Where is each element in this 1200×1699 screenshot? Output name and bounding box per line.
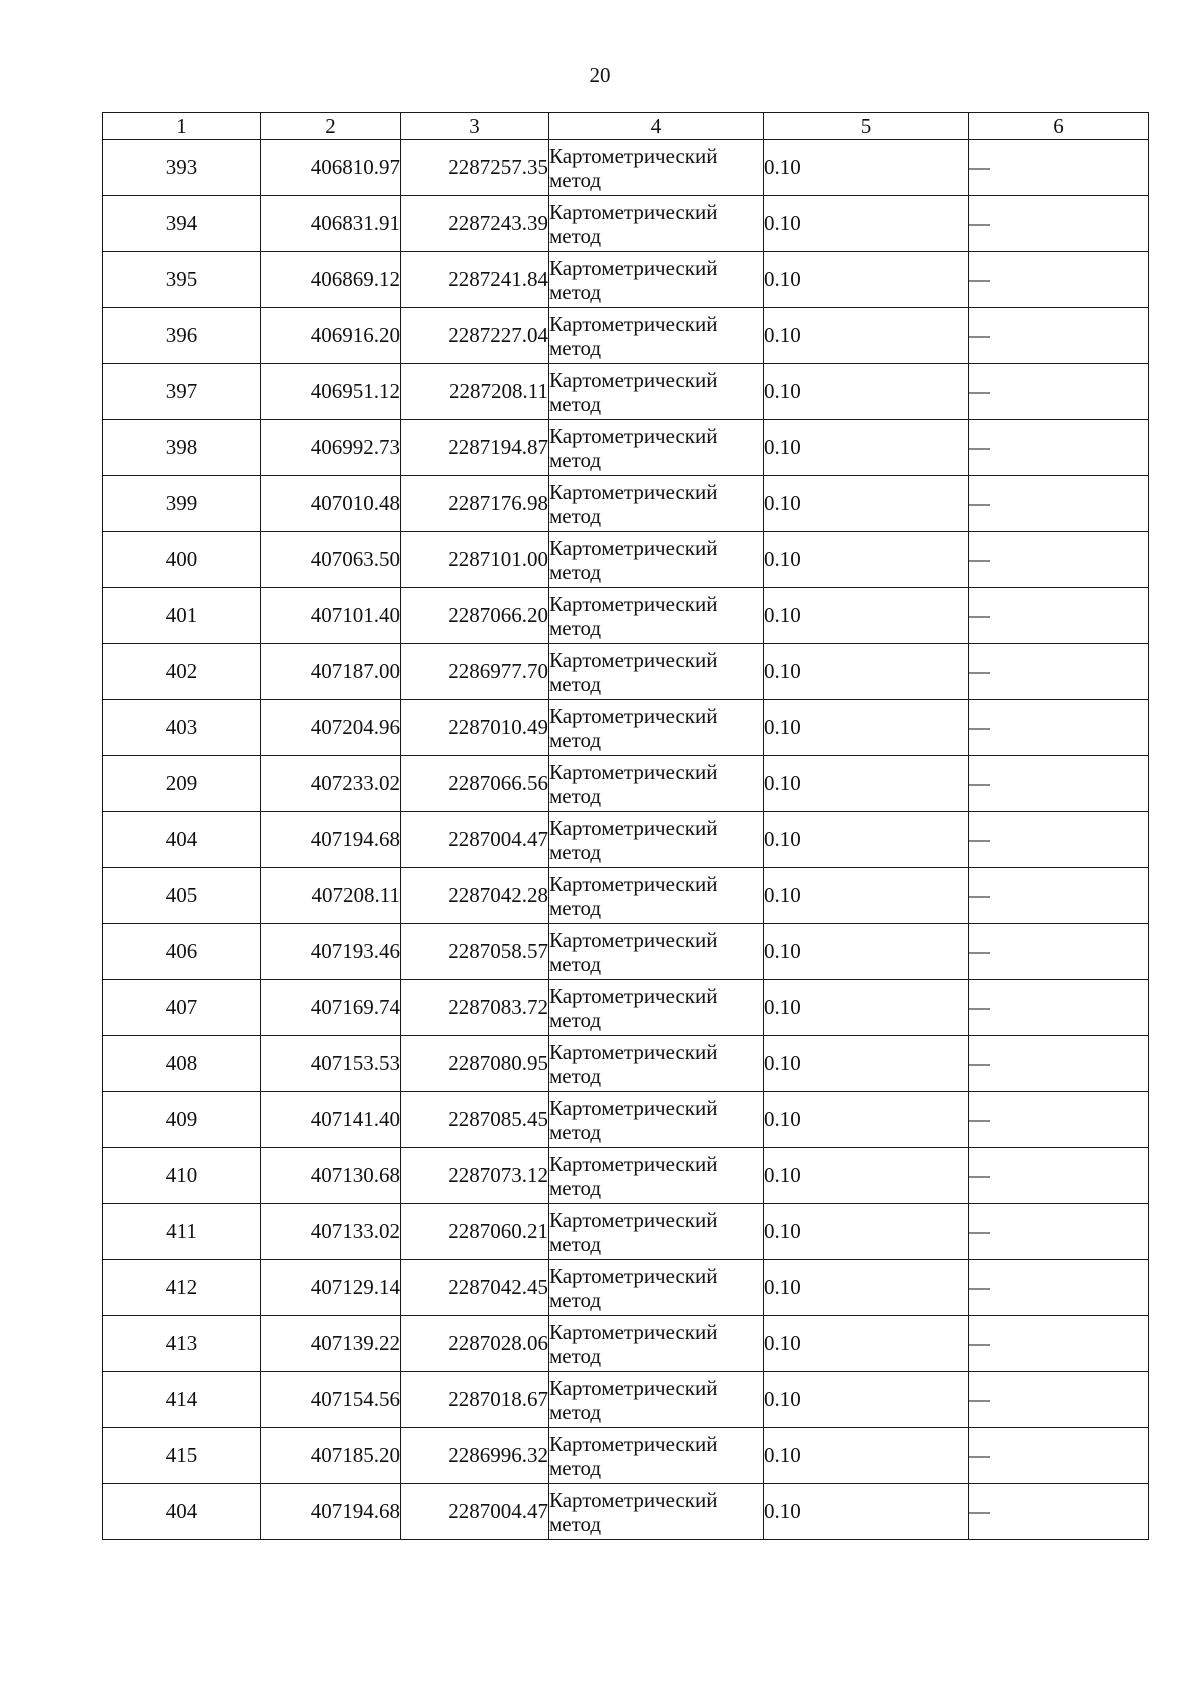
method-line-1: Картометрический xyxy=(549,1263,718,1288)
point-number-cell: 404 xyxy=(103,812,261,868)
point-number-cell: 403 xyxy=(103,700,261,756)
table-row xyxy=(103,1204,1149,1260)
method-cell xyxy=(549,476,764,532)
method-line-2: метод xyxy=(549,671,602,696)
method-line-2: метод xyxy=(549,1399,602,1424)
y-coordinate-cell: 2287042.45 xyxy=(401,1260,549,1316)
point-number-cell: 397 xyxy=(103,364,261,420)
point-number-cell: 414 xyxy=(103,1372,261,1428)
method-cell xyxy=(549,756,764,812)
table-body xyxy=(103,140,1149,1540)
x-coordinate-cell: 407141.40 xyxy=(261,1092,401,1148)
table-header-row xyxy=(103,113,1149,140)
column-header: 2 xyxy=(261,113,401,140)
method-cell xyxy=(549,1260,764,1316)
method-cell xyxy=(549,364,764,420)
note-cell: — xyxy=(969,252,1149,308)
x-coordinate-cell: 407129.14 xyxy=(261,1260,401,1316)
table-row xyxy=(103,1484,1149,1540)
accuracy-cell: 0.10 xyxy=(764,812,969,868)
accuracy-cell: 0.10 xyxy=(764,700,969,756)
table-row xyxy=(103,644,1149,700)
method-line-2: метод xyxy=(549,223,602,248)
method-cell xyxy=(549,1148,764,1204)
point-number-cell: 405 xyxy=(103,868,261,924)
method-cell xyxy=(549,812,764,868)
accuracy-cell: 0.10 xyxy=(764,1092,969,1148)
y-coordinate-cell: 2287004.47 xyxy=(401,812,549,868)
note-cell: — xyxy=(969,588,1149,644)
method-line-1: Картометрический xyxy=(549,255,718,280)
method-line-2: метод xyxy=(549,727,602,752)
method-line-2: метод xyxy=(549,1287,602,1312)
table-row xyxy=(103,1316,1149,1372)
x-coordinate-cell: 407233.02 xyxy=(261,756,401,812)
accuracy-cell: 0.10 xyxy=(764,140,969,196)
x-coordinate-cell: 407185.20 xyxy=(261,1428,401,1484)
method-cell xyxy=(549,644,764,700)
note-cell: — xyxy=(969,420,1149,476)
note-cell: — xyxy=(969,756,1149,812)
method-line-1: Картометрический xyxy=(549,1319,718,1344)
table-row xyxy=(103,476,1149,532)
method-line-1: Картометрический xyxy=(549,143,718,168)
table-row xyxy=(103,364,1149,420)
column-header: 3 xyxy=(401,113,549,140)
column-header: 5 xyxy=(764,113,969,140)
method-line-1: Картометрический xyxy=(549,367,718,392)
method-line-2: метод xyxy=(549,391,602,416)
accuracy-cell: 0.10 xyxy=(764,756,969,812)
accuracy-cell: 0.10 xyxy=(764,1316,969,1372)
accuracy-cell: 0.10 xyxy=(764,1260,969,1316)
method-cell xyxy=(549,532,764,588)
method-line-1: Картометрический xyxy=(549,1039,718,1064)
point-number-cell: 404 xyxy=(103,1484,261,1540)
method-line-2: метод xyxy=(549,503,602,528)
accuracy-cell: 0.10 xyxy=(764,196,969,252)
table-row xyxy=(103,420,1149,476)
table-row xyxy=(103,868,1149,924)
y-coordinate-cell: 2287241.84 xyxy=(401,252,549,308)
method-line-1: Картометрический xyxy=(549,983,718,1008)
table-row xyxy=(103,756,1149,812)
method-cell xyxy=(549,420,764,476)
note-cell: — xyxy=(969,644,1149,700)
y-coordinate-cell: 2287060.21 xyxy=(401,1204,549,1260)
method-line-2: метод xyxy=(549,1063,602,1088)
method-cell xyxy=(549,1428,764,1484)
y-coordinate-cell: 2287085.45 xyxy=(401,1092,549,1148)
accuracy-cell: 0.10 xyxy=(764,1148,969,1204)
method-line-2: метод xyxy=(549,1455,602,1480)
y-coordinate-cell: 2287073.12 xyxy=(401,1148,549,1204)
x-coordinate-cell: 407187.00 xyxy=(261,644,401,700)
point-number-cell: 415 xyxy=(103,1428,261,1484)
method-cell xyxy=(549,140,764,196)
method-line-1: Картометрический xyxy=(549,1487,718,1512)
table-row xyxy=(103,252,1149,308)
table-row xyxy=(103,308,1149,364)
point-number-cell: 394 xyxy=(103,196,261,252)
note-cell: — xyxy=(969,980,1149,1036)
note-cell: — xyxy=(969,700,1149,756)
method-cell xyxy=(549,308,764,364)
x-coordinate-cell: 407139.22 xyxy=(261,1316,401,1372)
method-line-1: Картометрический xyxy=(549,311,718,336)
column-header: 4 xyxy=(549,113,764,140)
method-line-1: Картометрический xyxy=(549,199,718,224)
note-cell: — xyxy=(969,1372,1149,1428)
method-cell xyxy=(549,868,764,924)
y-coordinate-cell: 2287176.98 xyxy=(401,476,549,532)
point-number-cell: 407 xyxy=(103,980,261,1036)
y-coordinate-cell: 2287227.04 xyxy=(401,308,549,364)
method-line-2: метод xyxy=(549,1511,602,1536)
y-coordinate-cell: 2287010.49 xyxy=(401,700,549,756)
y-coordinate-cell: 2287004.47 xyxy=(401,1484,549,1540)
method-line-2: метод xyxy=(549,951,602,976)
method-line-2: метод xyxy=(549,559,602,584)
y-coordinate-cell: 2287083.72 xyxy=(401,980,549,1036)
y-coordinate-cell: 2287018.67 xyxy=(401,1372,549,1428)
note-cell: — xyxy=(969,1036,1149,1092)
table-row xyxy=(103,980,1149,1036)
x-coordinate-cell: 407208.11 xyxy=(261,868,401,924)
y-coordinate-cell: 2286996.32 xyxy=(401,1428,549,1484)
method-line-2: метод xyxy=(549,1343,602,1368)
point-number-cell: 393 xyxy=(103,140,261,196)
note-cell: — xyxy=(969,308,1149,364)
column-header: 1 xyxy=(103,113,261,140)
method-cell xyxy=(549,924,764,980)
table-row xyxy=(103,1092,1149,1148)
method-line-1: Картометрический xyxy=(549,815,718,840)
x-coordinate-cell: 407063.50 xyxy=(261,532,401,588)
y-coordinate-cell: 2287042.28 xyxy=(401,868,549,924)
accuracy-cell: 0.10 xyxy=(764,308,969,364)
accuracy-cell: 0.10 xyxy=(764,924,969,980)
method-line-1: Картометрический xyxy=(549,1431,718,1456)
table-row xyxy=(103,532,1149,588)
accuracy-cell: 0.10 xyxy=(764,1036,969,1092)
x-coordinate-cell: 406951.12 xyxy=(261,364,401,420)
method-line-2: метод xyxy=(549,839,602,864)
method-line-2: метод xyxy=(549,615,602,640)
x-coordinate-cell: 406992.73 xyxy=(261,420,401,476)
table-row xyxy=(103,196,1149,252)
table-row xyxy=(103,1148,1149,1204)
accuracy-cell: 0.10 xyxy=(764,644,969,700)
y-coordinate-cell: 2287257.35 xyxy=(401,140,549,196)
x-coordinate-cell: 407130.68 xyxy=(261,1148,401,1204)
note-cell: — xyxy=(969,532,1149,588)
x-coordinate-cell: 407101.40 xyxy=(261,588,401,644)
point-number-cell: 408 xyxy=(103,1036,261,1092)
method-line-2: метод xyxy=(549,1231,602,1256)
point-number-cell: 410 xyxy=(103,1148,261,1204)
table-row xyxy=(103,1036,1149,1092)
x-coordinate-cell: 406810.97 xyxy=(261,140,401,196)
method-cell xyxy=(549,980,764,1036)
x-coordinate-cell: 406916.20 xyxy=(261,308,401,364)
note-cell: — xyxy=(969,868,1149,924)
column-header: 6 xyxy=(969,113,1149,140)
method-line-1: Картометрический xyxy=(549,479,718,504)
method-line-1: Картометрический xyxy=(549,871,718,896)
method-cell xyxy=(549,196,764,252)
method-cell xyxy=(549,1484,764,1540)
accuracy-cell: 0.10 xyxy=(764,980,969,1036)
y-coordinate-cell: 2287066.56 xyxy=(401,756,549,812)
table-row xyxy=(103,588,1149,644)
method-line-1: Картометрический xyxy=(549,759,718,784)
method-line-2: метод xyxy=(549,783,602,808)
y-coordinate-cell: 2287208.11 xyxy=(401,364,549,420)
note-cell: — xyxy=(969,1092,1149,1148)
method-line-2: метод xyxy=(549,279,602,304)
accuracy-cell: 0.10 xyxy=(764,420,969,476)
accuracy-cell: 0.10 xyxy=(764,1372,969,1428)
method-cell xyxy=(549,252,764,308)
x-coordinate-cell: 407193.46 xyxy=(261,924,401,980)
method-line-2: метод xyxy=(549,447,602,472)
point-number-cell: 402 xyxy=(103,644,261,700)
point-number-cell: 398 xyxy=(103,420,261,476)
point-number-cell: 401 xyxy=(103,588,261,644)
note-cell: — xyxy=(969,1260,1149,1316)
table-row xyxy=(103,812,1149,868)
note-cell: — xyxy=(969,1316,1149,1372)
note-cell: — xyxy=(969,924,1149,980)
note-cell: — xyxy=(969,476,1149,532)
y-coordinate-cell: 2287066.20 xyxy=(401,588,549,644)
point-number-cell: 396 xyxy=(103,308,261,364)
x-coordinate-cell: 407194.68 xyxy=(261,812,401,868)
method-line-1: Картометрический xyxy=(549,423,718,448)
accuracy-cell: 0.10 xyxy=(764,588,969,644)
method-line-2: метод xyxy=(549,1119,602,1144)
method-cell xyxy=(549,1316,764,1372)
y-coordinate-cell: 2287194.87 xyxy=(401,420,549,476)
method-line-1: Картометрический xyxy=(549,1151,718,1176)
table-row xyxy=(103,700,1149,756)
point-number-cell: 406 xyxy=(103,924,261,980)
x-coordinate-cell: 406869.12 xyxy=(261,252,401,308)
y-coordinate-cell: 2287101.00 xyxy=(401,532,549,588)
note-cell: — xyxy=(969,196,1149,252)
x-coordinate-cell: 407194.68 xyxy=(261,1484,401,1540)
accuracy-cell: 0.10 xyxy=(764,476,969,532)
table-row xyxy=(103,1260,1149,1316)
page-number: 20 xyxy=(589,63,611,87)
note-cell: — xyxy=(969,1148,1149,1204)
method-line-2: метод xyxy=(549,335,602,360)
accuracy-cell: 0.10 xyxy=(764,1484,969,1540)
point-number-cell: 412 xyxy=(103,1260,261,1316)
point-number-cell: 411 xyxy=(103,1204,261,1260)
accuracy-cell: 0.10 xyxy=(764,252,969,308)
method-line-1: Картометрический xyxy=(549,927,718,952)
table-row xyxy=(103,924,1149,980)
point-number-cell: 409 xyxy=(103,1092,261,1148)
method-cell xyxy=(549,588,764,644)
accuracy-cell: 0.10 xyxy=(764,868,969,924)
point-number-cell: 413 xyxy=(103,1316,261,1372)
method-cell xyxy=(549,1092,764,1148)
method-cell xyxy=(549,1204,764,1260)
point-number-cell: 209 xyxy=(103,756,261,812)
x-coordinate-cell: 407204.96 xyxy=(261,700,401,756)
x-coordinate-cell: 406831.91 xyxy=(261,196,401,252)
note-cell: — xyxy=(969,1428,1149,1484)
note-cell: — xyxy=(969,812,1149,868)
method-cell xyxy=(549,1036,764,1092)
method-line-1: Картометрический xyxy=(549,647,718,672)
method-line-2: метод xyxy=(549,895,602,920)
method-cell xyxy=(549,700,764,756)
accuracy-cell: 0.10 xyxy=(764,532,969,588)
accuracy-cell: 0.10 xyxy=(764,1204,969,1260)
note-cell: — xyxy=(969,1484,1149,1540)
method-line-1: Картометрический xyxy=(549,1207,718,1232)
table-row xyxy=(103,1372,1149,1428)
method-line-1: Картометрический xyxy=(549,703,718,728)
point-number-cell: 395 xyxy=(103,252,261,308)
x-coordinate-cell: 407154.56 xyxy=(261,1372,401,1428)
method-line-2: метод xyxy=(549,1007,602,1032)
y-coordinate-cell: 2286977.70 xyxy=(401,644,549,700)
x-coordinate-cell: 407169.74 xyxy=(261,980,401,1036)
method-line-1: Картометрический xyxy=(549,1095,718,1120)
y-coordinate-cell: 2287243.39 xyxy=(401,196,549,252)
point-number-cell: 400 xyxy=(103,532,261,588)
accuracy-cell: 0.10 xyxy=(764,1428,969,1484)
method-cell xyxy=(549,1372,764,1428)
note-cell: — xyxy=(969,1204,1149,1260)
accuracy-cell: 0.10 xyxy=(764,364,969,420)
x-coordinate-cell: 407153.53 xyxy=(261,1036,401,1092)
method-line-1: Картометрический xyxy=(549,535,718,560)
method-line-2: метод xyxy=(549,1175,602,1200)
point-number-cell: 399 xyxy=(103,476,261,532)
coordinates-table xyxy=(102,112,1149,1540)
x-coordinate-cell: 407010.48 xyxy=(261,476,401,532)
method-line-2: метод xyxy=(549,167,602,192)
x-coordinate-cell: 407133.02 xyxy=(261,1204,401,1260)
y-coordinate-cell: 2287058.57 xyxy=(401,924,549,980)
table-row xyxy=(103,140,1149,196)
y-coordinate-cell: 2287028.06 xyxy=(401,1316,549,1372)
note-cell: — xyxy=(969,140,1149,196)
method-line-1: Картометрический xyxy=(549,1375,718,1400)
table-row xyxy=(103,1428,1149,1484)
method-line-1: Картометрический xyxy=(549,591,718,616)
y-coordinate-cell: 2287080.95 xyxy=(401,1036,549,1092)
note-cell: — xyxy=(969,364,1149,420)
